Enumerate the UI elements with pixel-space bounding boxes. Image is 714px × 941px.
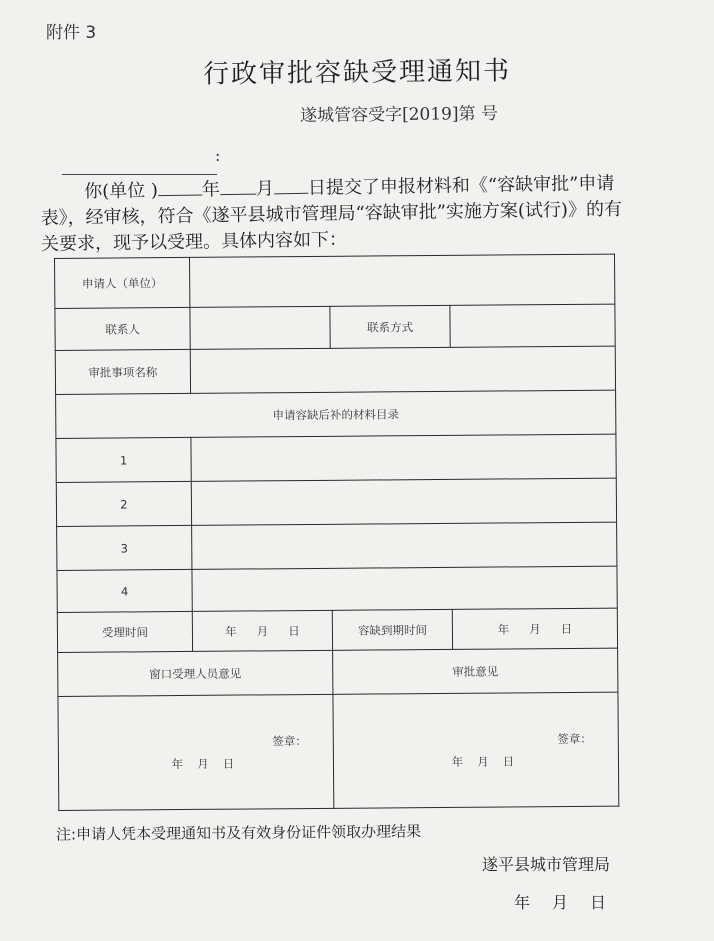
application-form — [54, 254, 618, 810]
issue-date — [514, 890, 628, 913]
deadline-month: 月 — [529, 621, 541, 636]
contact-person-field — [190, 306, 330, 349]
month-blank — [220, 178, 256, 196]
sign-right-year: 年 — [451, 754, 464, 769]
sign-date-right — [438, 754, 515, 769]
accept-day: 日 — [288, 623, 300, 638]
deadline-year: 年 — [497, 621, 510, 637]
sign-left-year: 年 — [171, 756, 184, 771]
day-blank — [274, 177, 308, 195]
accept-time-label: 受理时间 — [57, 611, 192, 652]
contact-method-label: 联系方式 — [330, 305, 450, 348]
body-prefix: 你(单位 ) — [84, 180, 159, 203]
issue-year: 年 — [514, 893, 531, 912]
issuer-name: 遂平县城市管理局 — [482, 855, 611, 874]
accept-year: 年 — [225, 624, 237, 639]
applicant-label: 申请人（单位） — [55, 257, 190, 308]
addressee-colon: : — [215, 146, 221, 165]
deadline-day: 日 — [560, 621, 573, 636]
sign-left-day: 日 — [222, 756, 235, 771]
material-row-field — [192, 522, 617, 569]
body-year: 年 — [201, 179, 221, 201]
item-name-label: 审批事项名称 — [55, 349, 190, 394]
body-month: 月 — [255, 178, 275, 200]
material-row-number: 1 — [56, 437, 191, 482]
year-blank — [158, 178, 202, 196]
applicant-field — [189, 254, 614, 307]
attachment-label: 附件 3 — [46, 23, 97, 43]
sign-left-month: 月 — [197, 756, 209, 771]
sign-date-left — [158, 756, 235, 771]
sign-right-month: 月 — [477, 754, 489, 769]
footnote: 注:申请人凭本受理通知书及有效身份证件领取办理结果 — [55, 822, 422, 844]
deadline-date — [452, 608, 617, 649]
document-number: 遂城管容受字[2019]第 号 — [299, 103, 499, 127]
material-row-number: 4 — [57, 569, 192, 612]
window-opinion-label: 窗口受理人员意见 — [58, 650, 333, 696]
issue-day: 日 — [590, 893, 607, 912]
document-title: 行政审批容缺受理通知书 — [202, 56, 512, 90]
item-name-field — [190, 346, 615, 393]
issue-month: 月 — [552, 893, 569, 912]
material-row-number: 3 — [57, 525, 192, 570]
accept-month: 月 — [256, 623, 269, 638]
materials-header: 申请容缺后补的材料目录 — [56, 390, 616, 438]
sign-label-right: 签章： — [557, 731, 592, 746]
body-text-main: 日提交了申报材料和《“容缺审批”申请表》，经审核，符合《遂平县城市管理局“容缺审批”实施方案(试行)》的有关要求，现予以受理。具体内容如下： — [40, 172, 623, 255]
approval-opinion-sign-cell — [333, 692, 619, 808]
sign-label-left: 签章： — [272, 733, 307, 748]
material-row-number: 2 — [56, 481, 191, 526]
deadline-label: 容缺到期时间 — [332, 609, 452, 650]
window-opinion-sign-cell — [58, 694, 334, 810]
material-row-field — [191, 478, 616, 525]
accept-time-date — [192, 610, 332, 651]
material-row-field — [191, 434, 616, 481]
addressee-blank — [62, 160, 217, 175]
body-paragraph — [40, 171, 631, 258]
material-row-field — [192, 566, 617, 611]
sign-right-day: 日 — [502, 753, 515, 768]
approval-opinion-label: 审批意见 — [333, 648, 618, 694]
contact-method-field — [450, 304, 615, 347]
contact-person-label: 联系人 — [55, 307, 190, 350]
